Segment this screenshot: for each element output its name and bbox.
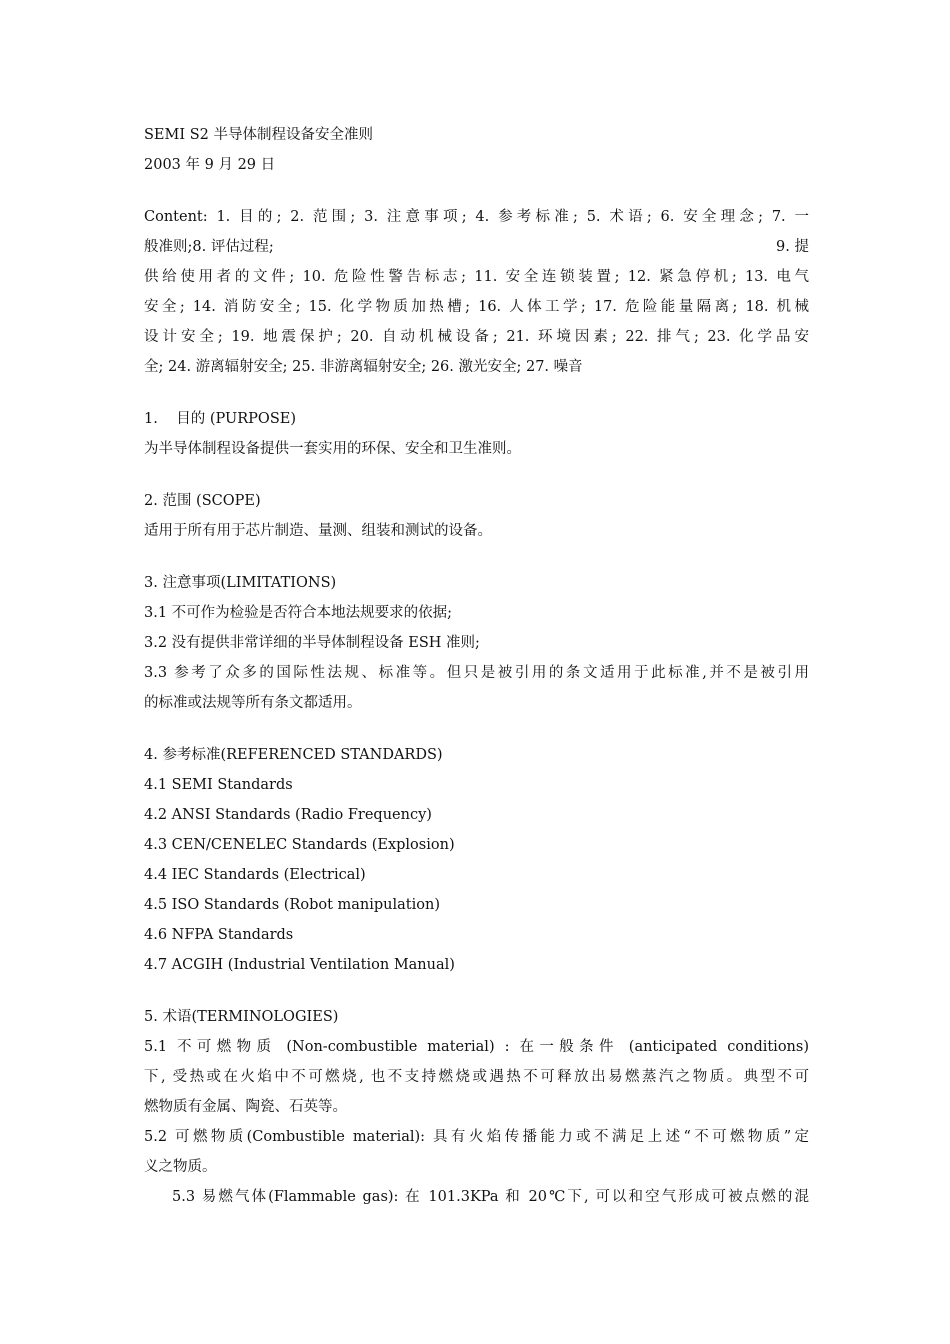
section-body: 适用于所有用于芯片制造、量测、组装和测试的设备。: [144, 523, 492, 539]
document-body: [144, 120, 809, 1212]
toc-line-right: 9. 提: [776, 239, 809, 255]
list-item: 4.6 NFPA Standards: [144, 927, 294, 943]
toc-line: 设计安全; 19. 地震保护; 20. 自动机械设备; 21. 环境因素; 22. 排气; 23. 化学品安: [144, 329, 809, 345]
toc-line: 供给使用者的文件; 10. 危险性警告标志; 11. 安全连锁装置; 12. 紧急停机; 13. 电气: [144, 269, 809, 285]
toc-line: Content: 1. 目的; 2. 范围; 3. 注意事项; 4. 参考标准; 5. 术语; 6. 安全理念; 7. 一: [144, 209, 809, 225]
section-limitations: [144, 568, 809, 718]
spacer: [144, 980, 809, 1002]
toc-line-left: 般准则;8. 评估过程;: [144, 239, 274, 255]
section-referenced-standards: [144, 740, 809, 980]
toc-line: [144, 232, 809, 262]
spacer: [144, 546, 809, 568]
term-definition: 燃物质有金属、陶瓷、石英等。: [144, 1099, 347, 1115]
term-definition: 5.3 易燃气体(Flammable gas): 在 101.3KPa 和 20℃下, 可以和空气形成可被点燃的混: [172, 1189, 809, 1205]
term-definition: 下, 受热或在火焰中不可燃烧, 也不支持燃烧或遇热不可释放出易燃蒸汽之物质。典型不可: [144, 1069, 809, 1085]
document-date: 2003 年 9 月 29 日: [144, 157, 276, 173]
section-heading: 4. 参考标准(REFERENCED STANDARDS): [144, 747, 443, 763]
toc-line: 全; 24. 游离辐射安全; 25. 非游离辐射安全; 26. 激光安全; 27. 噪音: [144, 359, 583, 375]
section-scope: [144, 486, 809, 546]
toc-line: 安全; 14. 消防安全; 15. 化学物质加热槽; 16. 人体工学; 17. 危险能量隔离; 18. 机械: [144, 299, 809, 315]
section-body: 为半导体制程设备提供一套实用的环保、安全和卫生准则。: [144, 441, 521, 457]
list-item: 4.5 ISO Standards (Robot manipulation): [144, 897, 440, 913]
term-definition: 5.1 不可燃物质 (Non-combustible material) : 在一般条件 (anticipated conditions): [144, 1039, 809, 1055]
spacer: [144, 464, 809, 486]
section-purpose: [144, 404, 809, 464]
section-heading: 3. 注意事项(LIMITATIONS): [144, 575, 337, 591]
term-definition: 5.2 可燃物质(Combustible material): 具有火焰传播能力或不满足上述“不可燃物质”定: [144, 1129, 809, 1145]
section-heading: 1. 目的 (PURPOSE): [144, 411, 296, 427]
list-item: 4.1 SEMI Standards: [144, 777, 293, 793]
spacer: [144, 382, 809, 404]
table-of-contents: [144, 202, 809, 382]
section-terminologies: [144, 1002, 809, 1212]
list-item: 3.2 没有提供非常详细的半导体制程设备 ESH 准则;: [144, 635, 480, 651]
term-definition: 义之物质。: [144, 1159, 217, 1175]
list-item: 4.2 ANSI Standards (Radio Frequency): [144, 807, 432, 823]
list-item: 4.3 CEN/CENELEC Standards (Explosion): [144, 837, 455, 853]
document-title: SEMI S2 半导体制程设备安全准则: [144, 127, 373, 143]
list-item-continuation: 的标准或法规等所有条文都适用。: [144, 695, 362, 711]
section-heading: 5. 术语(TERMINOLOGIES): [144, 1009, 339, 1025]
spacer: [144, 718, 809, 740]
spacer: [144, 180, 809, 202]
section-heading: 2. 范围 (SCOPE): [144, 493, 261, 509]
list-item: 4.7 ACGIH (Industrial Ventilation Manual): [144, 957, 455, 973]
list-item: 3.1 不可作为检验是否符合本地法规要求的依据;: [144, 605, 453, 621]
list-item: 3.3 参考了众多的国际性法规、标准等。但只是被引用的条文适用于此标准,并不是被引用: [144, 665, 809, 681]
list-item: 4.4 IEC Standards (Electrical): [144, 867, 366, 883]
